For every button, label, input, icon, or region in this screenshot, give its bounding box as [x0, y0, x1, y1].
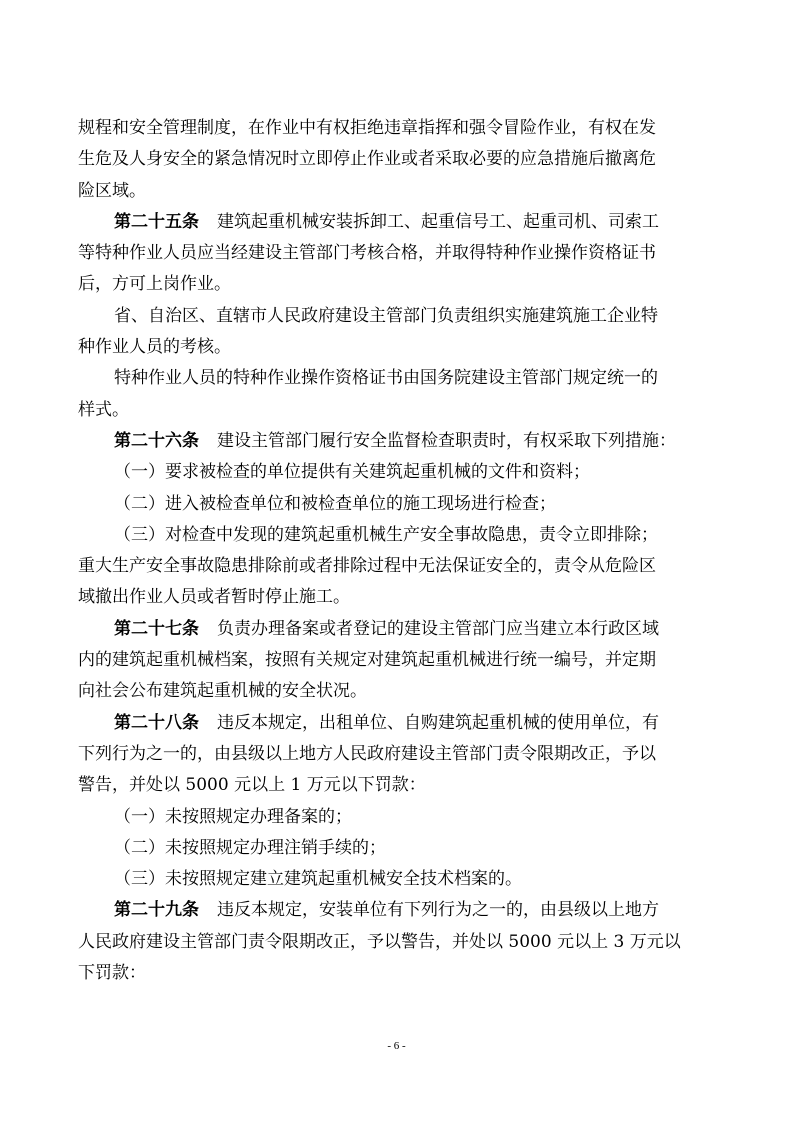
line-text: 违反本规定，安装单位有下列行为之一的，由县级以上地方	[217, 900, 659, 921]
line-text: 违反本规定，出租单位、自购建筑起重机械的使用单位，有	[217, 712, 659, 733]
line-text: 警告，并处以 5000 元以上 1 万元以下罚款：	[78, 775, 426, 796]
line-text: 建设主管部门履行安全监督检查职责时，有权采取下列措施：	[217, 430, 676, 451]
text-line	[78, 614, 714, 645]
text-line	[78, 395, 714, 426]
document-body	[78, 113, 714, 989]
text-line	[78, 895, 714, 926]
article-heading: 第二十六条	[114, 430, 199, 451]
article-heading: 第二十七条	[114, 618, 199, 639]
line-text: 后，方可上岗作业。	[78, 274, 231, 295]
line-text: （二）未按照规定办理注销手续的；	[114, 837, 386, 858]
text-line	[78, 144, 714, 175]
text-line	[78, 833, 714, 864]
text-line	[78, 551, 714, 582]
line-text: （三）对检查中发现的建筑起重机械生产安全事故隐患，责令立即排除；	[114, 524, 658, 545]
page-number: - 6 -	[387, 1040, 406, 1052]
text-line	[78, 958, 714, 989]
text-line	[78, 739, 714, 770]
text-line	[78, 864, 714, 895]
text-line	[78, 269, 714, 300]
article-heading: 第二十五条	[114, 211, 199, 232]
line-text: 向社会公布建筑起重机械的安全状况。	[78, 681, 367, 702]
text-line	[78, 113, 714, 144]
line-text: 生危及人身安全的紧急情况时立即停止作业或者采取必要的应急措施后撤离危	[78, 149, 656, 170]
line-text: 规程和安全管理制度，在作业中有权拒绝违章指挥和强令冒险作业，有权在发	[78, 118, 656, 138]
text-line	[78, 238, 714, 269]
text-line	[78, 426, 714, 457]
line-text: 下罚款：	[78, 963, 146, 984]
text-line	[78, 176, 714, 207]
line-text: 域撤出作业人员或者暂时停止施工。	[78, 587, 350, 608]
line-text: 种作业人员的考核。	[78, 337, 231, 358]
line-text: 下列行为之一的，由县级以上地方人民政府建设主管部门责令限期改正，予以	[78, 743, 656, 764]
article-heading: 第二十八条	[114, 712, 199, 733]
text-line	[78, 770, 714, 801]
line-text: 内的建筑起重机械档案，按照有关规定对建筑起重机械进行统一编号，并定期	[78, 650, 656, 671]
line-text: 省、自治区、直辖市人民政府建设主管部门负责组织实施建筑施工企业特	[114, 305, 658, 326]
line-text: 样式。	[78, 399, 129, 420]
line-text: 人民政府建设主管部门责令限期改正，予以警告，并处以 5000 元以上 3 万元以	[78, 931, 681, 952]
text-line	[78, 927, 714, 958]
line-text: 负责办理备案或者登记的建设主管部门应当建立本行政区域	[217, 618, 659, 639]
text-line	[78, 332, 714, 363]
line-text: （二）进入被检查单位和被检查单位的施工现场进行检查；	[114, 493, 556, 514]
text-line	[78, 676, 714, 707]
text-line	[78, 708, 714, 739]
article-heading: 第二十九条	[114, 900, 199, 921]
text-line	[78, 207, 714, 238]
text-line	[78, 645, 714, 676]
line-text: （一）要求被检查的单位提供有关建筑起重机械的文件和资料；	[114, 462, 590, 483]
text-line	[78, 802, 714, 833]
line-text: 险区域。	[78, 180, 146, 201]
line-text: 建筑起重机械安装拆卸工、起重信号工、起重司机、司索工	[217, 211, 659, 232]
text-line	[78, 582, 714, 613]
text-line	[78, 520, 714, 551]
text-line	[78, 363, 714, 394]
line-text: （一）未按照规定办理备案的；	[114, 806, 352, 827]
line-text: （三）未按照规定建立建筑起重机械安全技术档案的。	[114, 869, 522, 890]
text-line	[78, 301, 714, 332]
text-line	[78, 489, 714, 520]
line-text: 重大生产安全事故隐患排除前或者排除过程中无法保证安全的，责令从危险区	[78, 556, 656, 577]
line-text: 特种作业人员的特种作业操作资格证书由国务院建设主管部门规定统一的	[114, 368, 658, 389]
line-text: 等特种作业人员应当经建设主管部门考核合格，并取得特种作业操作资格证书	[78, 243, 656, 264]
text-line	[78, 457, 714, 488]
